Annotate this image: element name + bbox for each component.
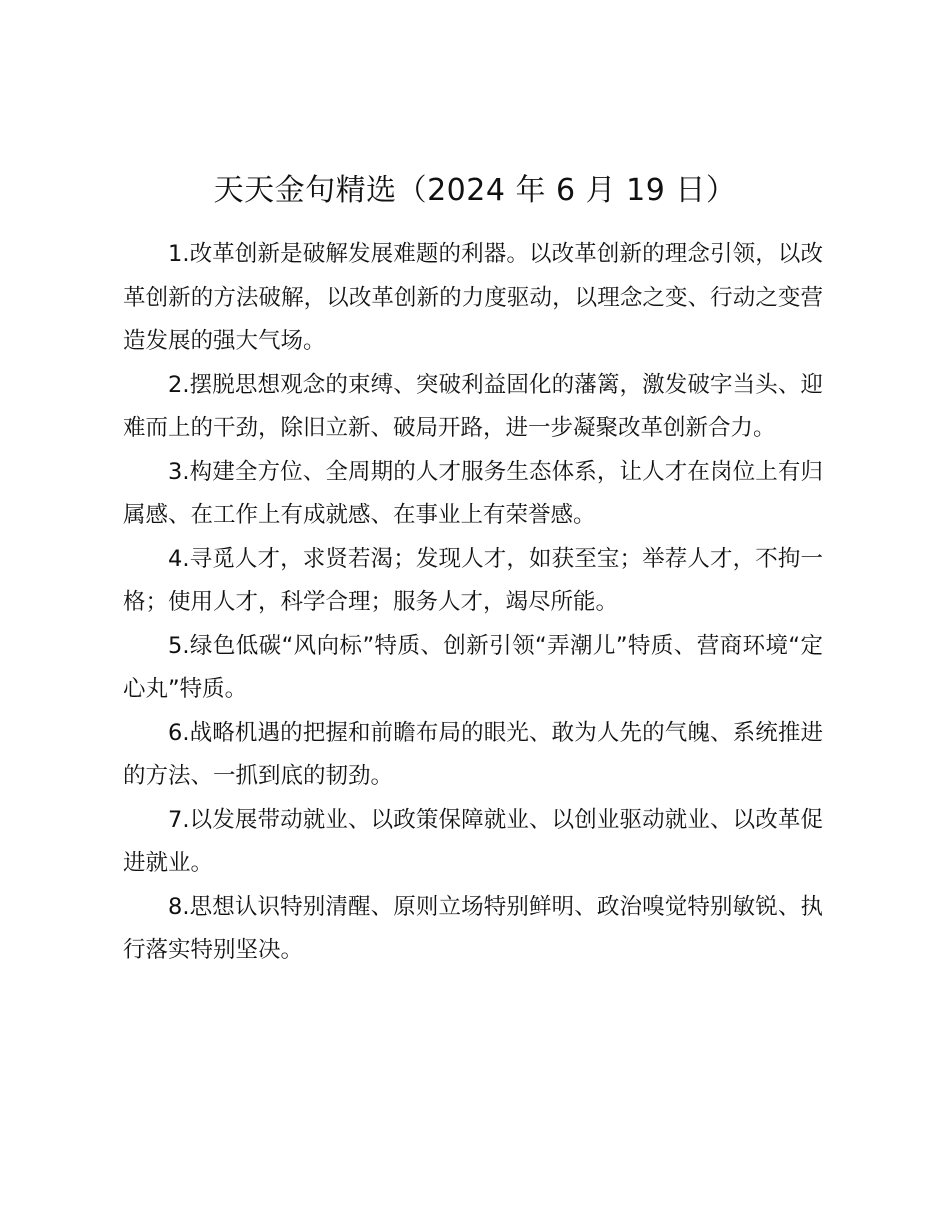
paragraph-1: 1.改革创新是破解发展难题的利器。以改革创新的理念引领，以改革创新的方法破解，以改革创新的力度驱动，以理念之变、行动之变营造发展的强大气场。 [123,241,823,354]
paragraph-5: 5.绿色低碳“风向标”特质、创新引领“弄潮儿”特质、营商环境“定心丸”特质。 [123,632,823,702]
document-body [123,233,823,973]
document-title: 天天金句精选（2024 年 6 月 19 日） [213,173,737,208]
paragraph-7: 7.以发展带动就业、以政策保障就业、以创业驱动就业、以改革促进就业。 [123,806,823,876]
paragraph-3: 3.构建全方位、全周期的人才服务生态体系，让人才在岗位上有归属感、在工作上有成就感、在事业上有荣誉感。 [123,458,823,528]
paragraph-2: 2.摆脱思想观念的束缚、突破利益固化的藩篱，激发破字当头、迎难而上的干劲，除旧立新、破局开路，进一步凝聚改革创新合力。 [123,371,823,441]
paragraph-8: 8.思想认识特别清醒、原则立场特别鲜明、政治嗅觉特别敏锐、执行落实特别坚决。 [123,893,823,963]
paragraph-4: 4.寻觅人才，求贤若渴；发现人才，如获至宝；举荐人才，不拘一格；使用人才，科学合理；服务人才，竭尽所能。 [123,545,823,615]
paragraph-6: 6.战略机遇的把握和前瞻布局的眼光、敢为人先的气魄、系统推进的方法、一抓到底的韧劲。 [123,719,823,789]
